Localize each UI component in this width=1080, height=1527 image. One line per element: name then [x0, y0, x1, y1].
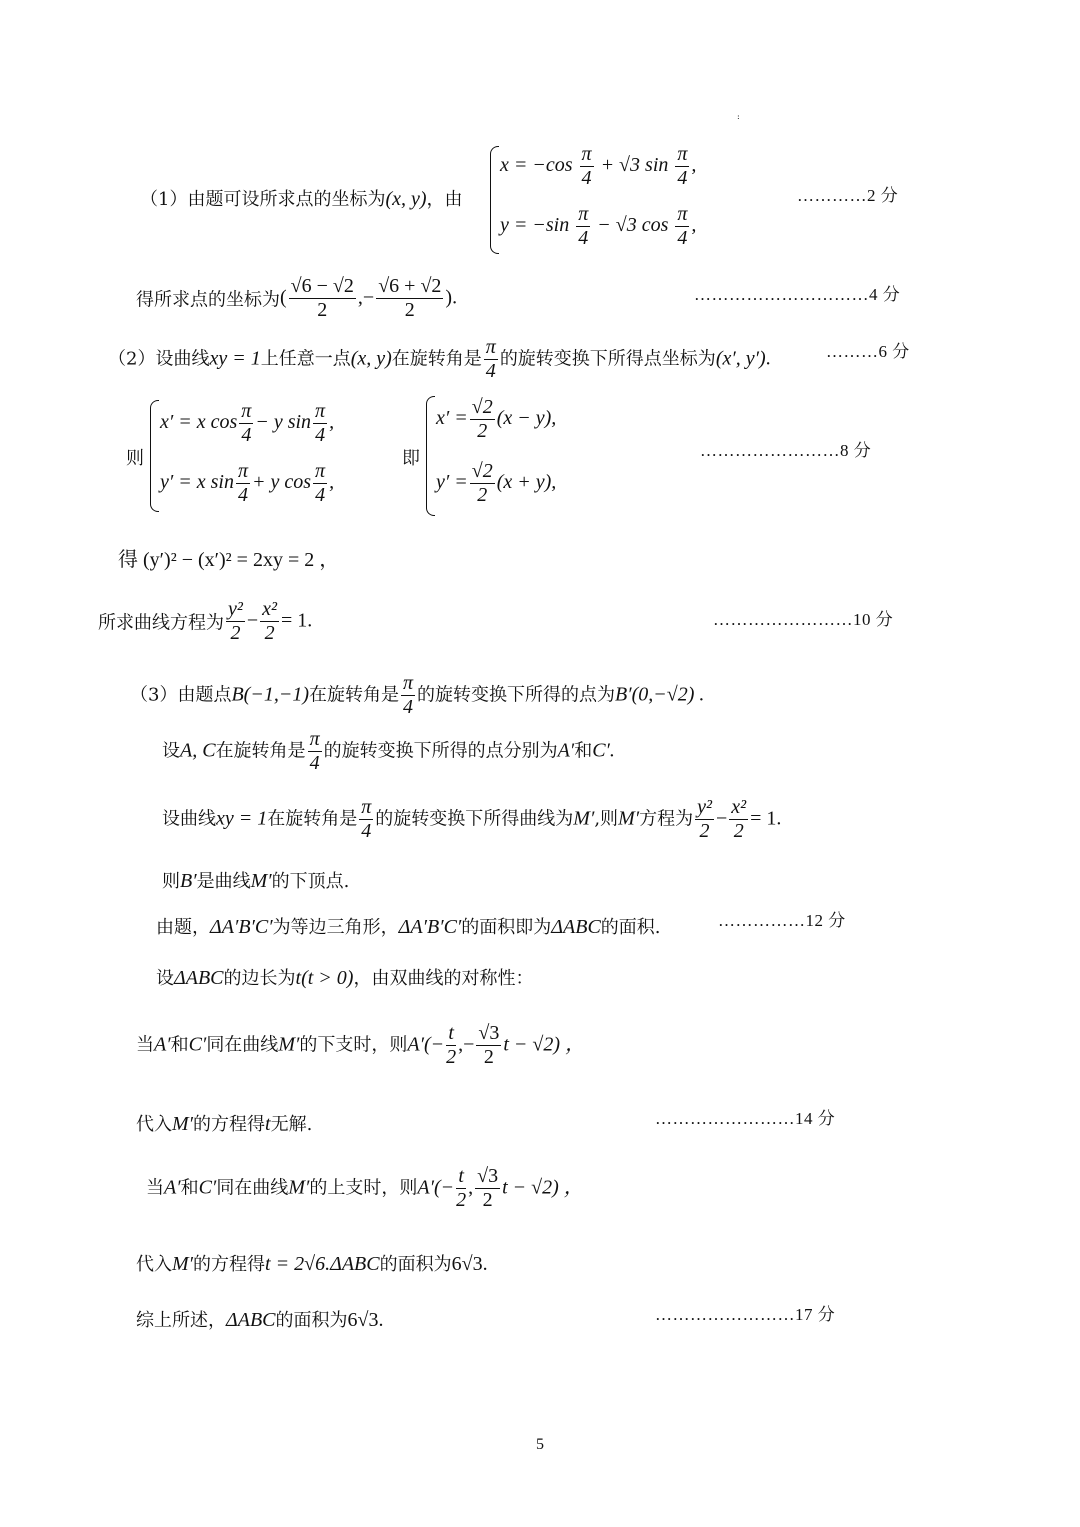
m: ΔABC [330, 1253, 380, 1275]
part1-result: 得所求点的坐标为( $\frac{√6 - √2}{2}$ ,− $\frac{√6 + √2}{2}$ ). [136, 275, 458, 321]
m: A′ [164, 1176, 181, 1199]
eq-one: = 1. [750, 807, 782, 830]
rotation-brace [150, 400, 159, 512]
frac-den: 2 [477, 420, 488, 442]
t: 是曲线 [196, 871, 251, 892]
t: ，由双曲线的对称性： [353, 968, 534, 989]
frac-den: 4 [361, 820, 372, 842]
m: 6√3. [451, 1253, 488, 1275]
m: t − √2) ， [502, 1176, 584, 1199]
m: ΔABC [551, 916, 601, 938]
t: 无解. [270, 1114, 313, 1135]
curve-equation: 所求曲线方程为 $\frac{\text{y²}}{2}$ − $\frac{\text{x²}}{2}$ = 1. [98, 598, 313, 644]
pi-over-4 [580, 143, 594, 190]
ji-label: 即 [402, 448, 420, 469]
comma: , [329, 471, 335, 494]
result-label: 得所求点的坐标为 [136, 289, 280, 311]
eq-one: = 1. [281, 609, 313, 632]
frac-den: 4 [403, 696, 413, 718]
pi-over-4 [239, 400, 253, 447]
m: A′(− [407, 1033, 445, 1056]
t: 和 [574, 740, 593, 762]
p2-pt: (x, y) [350, 347, 392, 370]
sqrt3-over-2 [476, 1022, 501, 1069]
t: 代入 [136, 1114, 172, 1135]
p3-line5 [156, 913, 661, 939]
frac-den: 2 [230, 622, 241, 644]
m: t − √2) ， [503, 1033, 586, 1056]
t: 综上所述， [136, 1310, 226, 1331]
score-10: ……………………10 分 [713, 610, 894, 629]
y2-over-2 [226, 598, 245, 645]
p3-line7 [136, 1022, 585, 1069]
score-2: …………2 分 [797, 186, 899, 205]
t: 同在曲线 [216, 1177, 289, 1199]
m: B′(0,−√2) . [615, 683, 705, 706]
r2a: y′ = x sin [160, 471, 234, 494]
t: 当 [146, 1177, 164, 1199]
m: C′ [198, 1176, 217, 1199]
t: 代入 [136, 1254, 172, 1275]
frac-num: √6 + √2 [378, 275, 442, 297]
m: A′(− [417, 1176, 455, 1199]
p3-line9 [146, 1165, 584, 1212]
m: C′. [592, 739, 615, 762]
p3-line1 [130, 672, 704, 719]
score-14: ……………………14 分 [655, 1109, 836, 1128]
score-6: ………6 分 [826, 342, 910, 361]
m: M′ [172, 1113, 194, 1135]
frac-den: 2 [317, 299, 328, 321]
t: 同在曲线 [206, 1034, 279, 1056]
t: 的方程得 [193, 1254, 266, 1275]
r2b: + y cos [252, 471, 312, 494]
frac-den: 2 [477, 484, 488, 506]
r1a: x′ = x cos [160, 411, 238, 434]
m: ΔABC [226, 1309, 276, 1331]
t: 和 [180, 1177, 199, 1199]
frac-den: 4 [677, 167, 688, 189]
frac-den: 2 [404, 299, 415, 321]
t: 的上支时，则 [309, 1177, 418, 1199]
p3-line8 [136, 1110, 312, 1136]
frac-num: π [677, 203, 688, 225]
frac-num: π [309, 728, 320, 750]
m: M′ [250, 870, 272, 892]
t: 的下顶点. [271, 871, 350, 892]
p3-line3: 设曲线xy = 1在旋转角是 $\frac{\pi}{4}$ 的旋转变换下所得曲线为M′,则M′方程为 $\frac{\text{y²}}{2}$ − $\frac{\text{x²}}{2}$ = 1. [162, 796, 782, 842]
m: A′ [557, 739, 575, 762]
frac-num: √3 [477, 1165, 499, 1187]
part1-eq2 [500, 203, 696, 250]
frac-den: 4 [237, 484, 248, 506]
x2-over-2 [729, 796, 748, 843]
p3-line6 [156, 964, 533, 990]
y2-over-2 [695, 796, 714, 843]
ze-label: 则 [126, 448, 144, 469]
m: A, C [180, 739, 216, 762]
frac-num: y² [228, 598, 243, 620]
pi-over-4 [675, 143, 689, 190]
frac-num: π [237, 460, 248, 482]
m: 6√3. [347, 1309, 384, 1331]
part2-intro: （2）设曲线xy = 1上任意一点(x, y)在旋转角是 $\frac{\pi}{4}$ 的旋转变换下所得点坐标为(x′, y′). [108, 336, 771, 382]
curve-label: 所求曲线方程为 [98, 612, 224, 634]
eq2-lhs: y = −sin [500, 214, 570, 237]
score-17: ……………………17 分 [655, 1305, 836, 1324]
eq2-minus: − √3 cos [597, 214, 669, 237]
frac-num: √3 [478, 1022, 500, 1044]
frac-num: π [315, 460, 326, 482]
p3-line10 [136, 1250, 488, 1276]
comma: , [329, 411, 335, 434]
m: ,− [458, 1033, 475, 1056]
m: t(t > 0) [295, 967, 354, 989]
m: , [468, 1176, 474, 1199]
t: 在旋转角是 [215, 740, 306, 762]
p3-line2 [162, 728, 615, 775]
frac-den: 4 [581, 167, 592, 189]
part1-point: (x, y) [385, 188, 427, 210]
frac-den: 4 [309, 752, 320, 774]
frac-den: 2 [733, 820, 744, 842]
part1-brace [490, 146, 499, 254]
s1b: (x − y), [496, 407, 557, 430]
p3-line11 [136, 1306, 384, 1332]
rot-eq2 [160, 460, 334, 507]
t: 的面积为 [379, 1254, 452, 1275]
score-4: …………………………4 分 [694, 285, 901, 304]
s1a: x′ = [436, 407, 468, 430]
pi-over-4 [313, 460, 327, 507]
m: M′ [288, 1176, 310, 1199]
p3-line4 [162, 867, 349, 893]
frac-den: 2 [446, 1046, 457, 1068]
frac-num: √2 [471, 396, 493, 418]
t: 的面积为 [275, 1310, 348, 1331]
pi-over-4 [401, 672, 415, 719]
t: （3）由题点 [130, 684, 232, 706]
t: 方程为 [639, 808, 694, 830]
p2-b: 上任意一点 [260, 348, 351, 370]
m: M′ [278, 1033, 300, 1056]
pi-over-4 [576, 203, 590, 250]
frac-den: 2 [456, 1189, 467, 1211]
page-number: 5 [536, 1436, 544, 1453]
frac-den: 2 [482, 1189, 493, 1211]
t: 由题， [156, 917, 210, 938]
t: 的旋转变换下所得曲线为 [375, 808, 574, 830]
frac-den: 4 [578, 227, 589, 249]
frac-num: x² [731, 796, 747, 818]
t: 的旋转变换下所得的点分别为 [323, 740, 558, 762]
frac-den: 2 [483, 1046, 494, 1068]
frac-num: π [677, 143, 688, 165]
p2-d: 的旋转变换下所得点坐标为 [499, 348, 716, 370]
m: ΔA′B′C′ [210, 916, 273, 938]
stray-mark: : [737, 112, 740, 121]
t: 为等边三角形， [272, 917, 399, 938]
t: 设 [162, 740, 180, 762]
t: 设 [156, 968, 174, 989]
m: M′ [573, 807, 595, 830]
part1-intro-mid: ，由 [426, 189, 463, 210]
derived-eq: 得 (y′)² − (x′)² = 2xy = 2 ， [118, 549, 340, 571]
t: 的面积即为 [461, 917, 552, 938]
frac-den: 4 [315, 424, 326, 446]
p2-xy1: xy = 1 [209, 347, 261, 370]
t: 的下支时，则 [299, 1034, 408, 1056]
t: 在旋转角是 [308, 684, 399, 706]
frac-num: π [241, 400, 252, 422]
frac-num: π [361, 796, 372, 818]
t-over-2 [456, 1165, 466, 1212]
m: B(−1,−1) [231, 683, 309, 706]
frac-num: t [456, 1165, 466, 1189]
frac-num: √2 [471, 460, 493, 482]
pi-over-4 [308, 728, 322, 775]
result-frac-2 [376, 275, 443, 322]
sqrt2-over-2 [470, 396, 495, 443]
t: 的旋转变换下所得的点为 [417, 684, 616, 706]
simplified-brace [426, 396, 435, 516]
frac-den: 4 [485, 360, 496, 382]
simp-eq2 [436, 460, 556, 507]
x2-over-2 [260, 598, 279, 645]
frac-den: 4 [241, 424, 252, 446]
t: 的边长为 [223, 968, 296, 989]
frac-num: π [315, 400, 326, 422]
frac-num: π [581, 143, 592, 165]
simp-eq1 [436, 396, 556, 443]
frac-den: 4 [315, 484, 326, 506]
p2-ptp: (x′, y′) [715, 347, 766, 370]
score-12: ……………12 分 [718, 911, 846, 930]
s2b: (x + y), [496, 471, 557, 494]
t: 的方程得 [193, 1114, 266, 1135]
sqrt3-over-2 [475, 1165, 500, 1212]
m: t [265, 1113, 271, 1135]
pi-over-4 [359, 796, 373, 843]
frac-den: 2 [264, 622, 275, 644]
pi-over-4 [236, 460, 250, 507]
t: ,则 [594, 808, 619, 830]
frac-num: π [578, 203, 589, 225]
m: A′ [154, 1033, 171, 1056]
frac-num: π [485, 336, 496, 358]
frac-num: x² [262, 598, 278, 620]
part1-eq1 [500, 143, 696, 190]
eq1-plus: + √3 sin [600, 154, 669, 177]
m: M′ [618, 807, 640, 830]
frac-num: y² [697, 796, 712, 818]
m: ΔA′B′C′ [398, 916, 462, 938]
t: 和 [170, 1034, 189, 1056]
m: ΔABC [174, 967, 224, 989]
frac-den: 4 [677, 227, 688, 249]
t: 当 [136, 1034, 154, 1056]
comma: , [691, 154, 697, 177]
t: 的面积. [600, 917, 661, 938]
p2-a: （2）设曲线 [108, 348, 210, 370]
m: B′ [180, 870, 197, 892]
comma: , [691, 214, 697, 237]
t: 则 [162, 871, 180, 892]
frac-num: π [402, 672, 414, 694]
rot-eq1 [160, 400, 334, 447]
frac-num: √6 − √2 [290, 275, 354, 297]
part1-intro [140, 185, 463, 211]
t: 设曲线 [162, 808, 216, 830]
r1b: − y sin [255, 411, 312, 434]
eq1-lhs: x = −cos [500, 154, 573, 177]
result-frac-1 [289, 275, 356, 322]
pi-over-4 [484, 336, 498, 383]
t: 在旋转角是 [267, 808, 358, 830]
m: M′ [172, 1253, 194, 1275]
part1-intro-text: （1）由题可设所求点的坐标为 [140, 189, 386, 210]
pi-over-4 [675, 203, 689, 250]
t-over-2 [446, 1022, 456, 1069]
frac-den: 2 [699, 820, 710, 842]
sqrt2-over-2 [470, 460, 495, 507]
score-8: ……………………8 分 [700, 441, 872, 460]
m: t = 2√6. [265, 1253, 331, 1275]
p2-c: 在旋转角是 [391, 348, 482, 370]
m: C′ [188, 1033, 207, 1056]
pi-over-4 [313, 400, 327, 447]
frac-num: t [446, 1022, 456, 1046]
s2a: y′ = [436, 471, 468, 494]
m: xy = 1 [216, 807, 268, 830]
